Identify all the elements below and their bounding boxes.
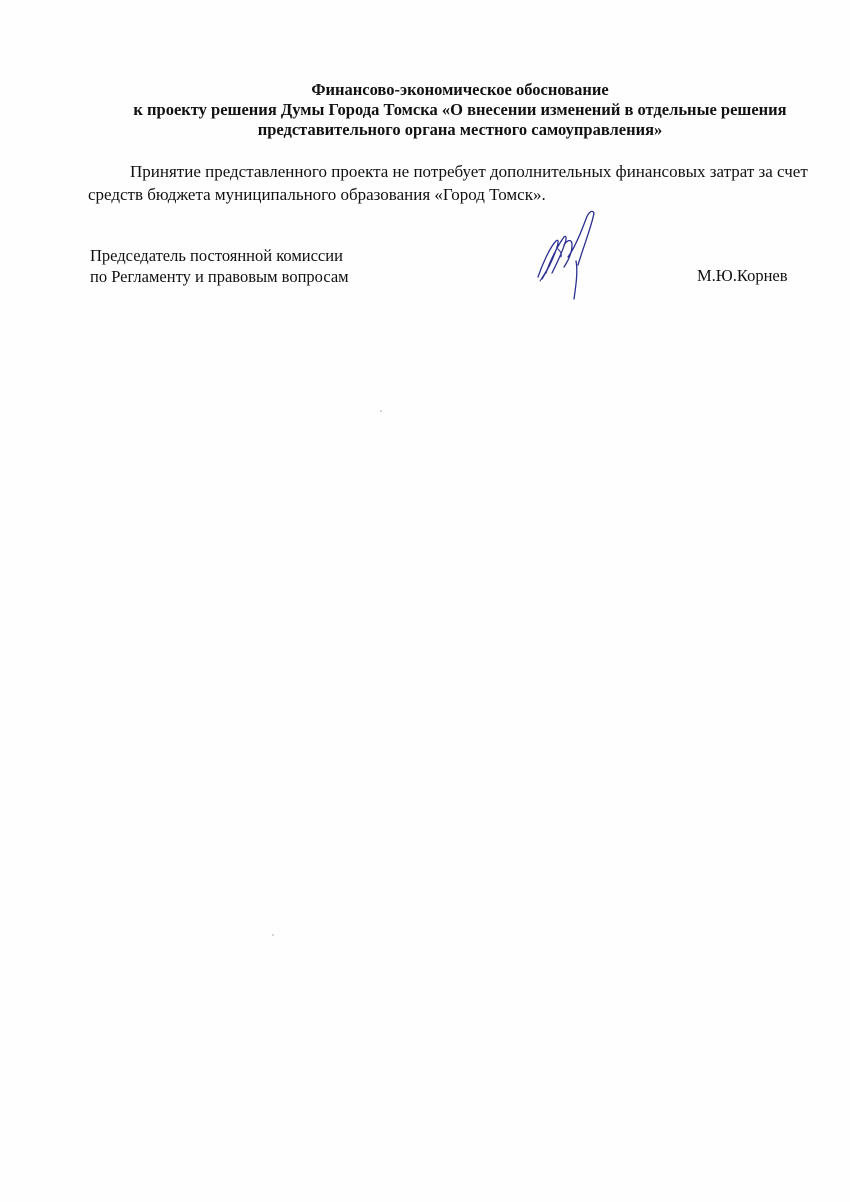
title-line-2: к проекту решения Думы Города Томска «О внесении изменений в отдельные решения: [133, 100, 787, 119]
signer-position-line-2: по Регламенту и правовым вопросам: [90, 267, 349, 286]
document-title: [60, 80, 850, 140]
scan-speck: [380, 410, 382, 412]
body-line-2: средств бюджета муниципального образования «Город Томск».: [88, 185, 546, 204]
title-line-1: Финансово-экономическое обоснование: [311, 80, 609, 99]
handwritten-signature: [528, 205, 608, 305]
body-paragraph: [88, 160, 828, 206]
signer-position: [90, 245, 349, 287]
title-line-3: представительного органа местного самоуправления»: [257, 120, 663, 139]
scan-speck: [272, 934, 274, 936]
signer-position-line-1: Председатель постоянной комиссии: [90, 246, 343, 265]
signer-name: М.Ю.Корнев: [697, 266, 788, 285]
body-line-1: Принятие представленного проекта не потребует дополнительных финансовых затрат за счет: [130, 162, 808, 181]
